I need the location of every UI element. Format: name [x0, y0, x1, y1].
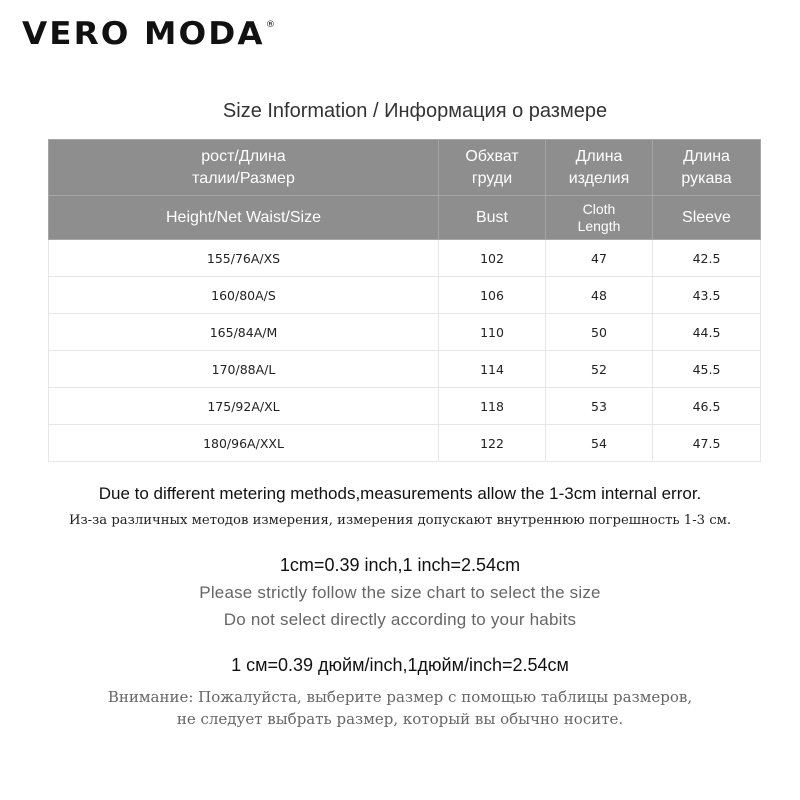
sleeve-cell: 46.5: [653, 388, 761, 425]
bust-cell: 118: [439, 388, 546, 425]
bust-cell: 106: [439, 277, 546, 314]
header-cell-length-ru: Длина изделия: [546, 140, 653, 196]
length-cell: 54: [546, 425, 653, 462]
sleeve-cell: 44.5: [653, 314, 761, 351]
length-cell: 53: [546, 388, 653, 425]
size-cell: 170/88A/L: [49, 351, 439, 388]
length-cell: 52: [546, 351, 653, 388]
header-cell-length-en: Cloth Length: [546, 196, 653, 240]
size-advice-line-2: Do not select directly according to your habits: [223, 610, 577, 629]
size-cell: 160/80A/S: [49, 277, 439, 314]
sleeve-cell: 43.5: [653, 277, 761, 314]
unit-conversion-ru: 1 см=0.39 дюйм/inch,1дюйм/inch=2.54см: [231, 655, 569, 675]
brand-name: VERO MODA: [22, 16, 265, 52]
size-advice-line-1: Please strictly follow the size chart to select the size: [199, 583, 601, 602]
bust-cell: 102: [439, 240, 546, 277]
length-cell: 50: [546, 314, 653, 351]
warning-line-1: Внимание: Пожалуйста, выберите размер с помощью таблицы размеров,: [107, 688, 693, 706]
size-cell: 165/84A/M: [49, 314, 439, 351]
sleeve-cell: 42.5: [653, 240, 761, 277]
measurement-error-note-en: Due to different metering methods,measurements allow the 1-3cm internal error.: [98, 484, 702, 503]
table-row: [49, 240, 761, 277]
table-row: [49, 425, 761, 462]
length-cell: 47: [546, 240, 653, 277]
header-row-ru: [49, 140, 761, 196]
table-row: [49, 314, 761, 351]
header-cell-bust-ru: Обхват груди: [439, 140, 546, 196]
table-row: [49, 388, 761, 425]
warning-line-2: не следует выбрать размер, который вы обычно носите.: [176, 710, 624, 728]
header-row-en: [49, 196, 761, 240]
bust-cell: 110: [439, 314, 546, 351]
size-cell: 155/76A/XS: [49, 240, 439, 277]
bust-cell: 122: [439, 425, 546, 462]
header-cell-sleeve-en: Sleeve: [653, 196, 761, 240]
page-title: Size Information / Информация о размере: [222, 100, 608, 122]
header-cell-size-en: Height/Net Waist/Size: [49, 196, 439, 240]
size-table: [48, 139, 761, 462]
sleeve-cell: 45.5: [653, 351, 761, 388]
header-cell-sleeve-ru: Длина рукава: [653, 140, 761, 196]
length-cell: 48: [546, 277, 653, 314]
brand-logo: [22, 16, 277, 52]
header-cell-bust-en: Bust: [439, 196, 546, 240]
unit-conversion-en: 1cm=0.39 inch,1 inch=2.54cm: [279, 555, 521, 575]
table-row: [49, 277, 761, 314]
size-cell: 175/92A/XL: [49, 388, 439, 425]
size-cell: 180/96A/XXL: [49, 425, 439, 462]
table-row: [49, 351, 761, 388]
sleeve-cell: 47.5: [653, 425, 761, 462]
header-cell-size-ru: рост/Длина талии/Размер: [49, 140, 439, 196]
measurement-error-note-ru: Из-за различных методов измерения, измерения допускают внутреннюю погрешность 1-3 см.: [68, 513, 732, 528]
registered-mark: ®: [265, 20, 278, 30]
bust-cell: 114: [439, 351, 546, 388]
